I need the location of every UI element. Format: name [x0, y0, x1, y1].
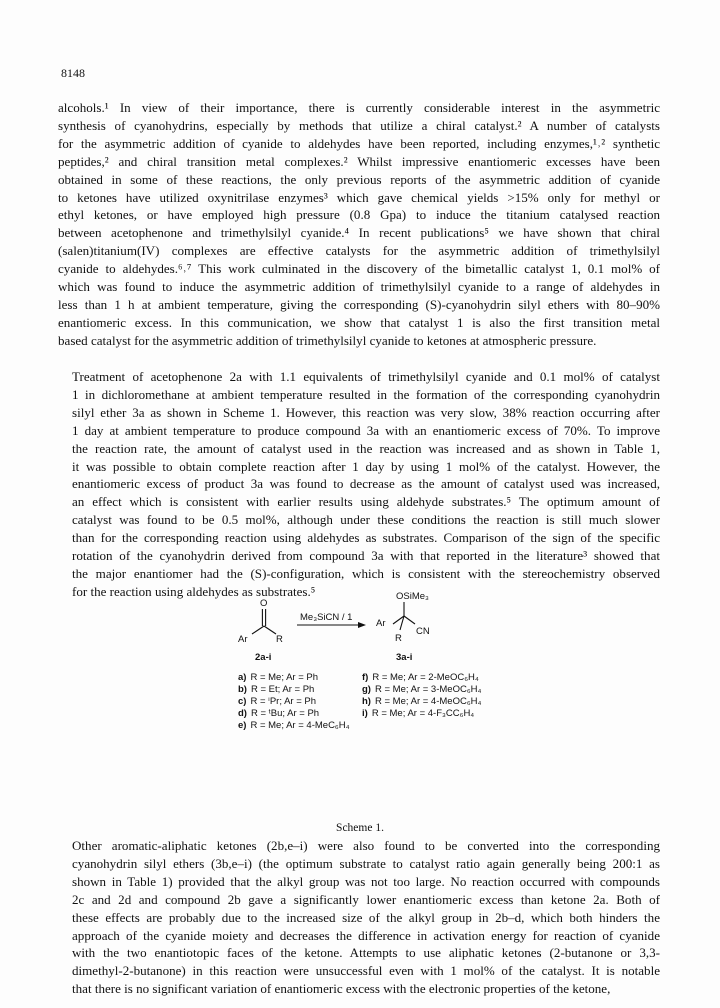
reagent-label: Me₃SiCN / 1 [300, 612, 353, 623]
text-line: shown in Table 1) provided that the alkyl group was not too large. No reaction occurred with compounds [72, 873, 660, 889]
text-line: cyanohydrin silyl ethers (3b,e–i) (the optimum substrate to catalyst ratio again generally being 200:1 as [72, 855, 660, 871]
product-structure [393, 602, 415, 630]
text-line: which was found to induce the asymmetric addition of trimethylsilyl cyanide to a range of aldehydes in [58, 279, 660, 295]
substituent-entry: c) R = ⁱPr; Ar = Ph [238, 696, 317, 707]
text-line: (salen)titanium(IV) complexes are effective catalysts for the asymmetric addition of trimethylsilyl [58, 243, 660, 259]
reactant-ar-label: Ar [238, 634, 248, 645]
product-r-label: R [395, 633, 402, 644]
text-line: 2c and 2d and compound 2b gave a significantly lower enantiomeric excess than ketone 2a. Both of [72, 891, 660, 907]
text-line: less than 1 h at ambient temperature, giving the corresponding (S)-cyanohydrin silyl ethers with 80–90% [58, 296, 660, 312]
reactant-r-label: R [276, 634, 283, 645]
substituent-entry: a) R = Me; Ar = Ph [238, 672, 319, 683]
text-line: cyanide to aldehydes.⁶˒⁷ This work culminated in the discovery of the bimetallic catalyst 1, 0.1 mol% of [58, 261, 660, 277]
text-line: synthesis of cyanohydrins, especially by methods that utilize a chiral catalyst.² A number of catalysts [58, 117, 660, 133]
substituent-entry: g) R = Me; Ar = 3-MeOC₆H₄ [362, 684, 482, 695]
product-osime3-label: OSiMe₃ [396, 591, 429, 602]
substituent-entry: e) R = Me; Ar = 4-MeC₆H₄ [238, 720, 350, 731]
text-line: an effect which is consistent with earlier results using aldehyde substrates.⁵ The optimum amount of [72, 494, 660, 510]
text-line: alcohols.¹ In view of their importance, there is currently considerable interest in the asymmetric [58, 100, 660, 115]
text-line: based catalyst for the asymmetric addition of trimethylsilyl cyanide to ketones at atmospheric pressure. [58, 332, 597, 348]
text-line: the reaction rate, the amount of catalyst used in the reaction was increased and as shown in Table 1, [72, 440, 660, 456]
substituent-entry: f) R = Me; Ar = 2-MeOC₆H₄ [362, 672, 479, 683]
text-line: obtained in some of these reactions, the only previous reports of the asymmetric addition of cyanide [58, 171, 660, 187]
text-line: approach of the cyanide moiety and decreases the difference in activation energy for reaction of cyanide [72, 927, 660, 943]
page-number: 8148 [61, 66, 85, 80]
text-line: enantiomeric excess. In this communication, we show that catalyst 1 is also the first transition metal [58, 314, 660, 330]
scheme-caption: Scheme 1. [336, 822, 384, 834]
scheme-1-figure [0, 590, 720, 820]
text-line: the major enantiomer had the (S)-configuration, which is consistent with the stereochemistry observed [72, 565, 660, 581]
reactant-structure [252, 609, 276, 634]
text-line: ethyl ketones, or have employed high pressure (0.8 Gpa) to induce the titanium catalysed reaction [58, 207, 660, 223]
text-line: Other aromatic-aliphatic ketones (2b,e–i) were also found to be converted into the corresponding [72, 838, 660, 853]
text-line: to ketones have utilized oxynitrilase enzymes³ which gave chemical yields >15% only for methyl or [58, 189, 660, 205]
text-line: 1 day at ambient temperature to produce compound 3a with an enantiomeric excess of 70%. To improve [72, 422, 660, 438]
text-line: silyl ether 3a as shown in Scheme 1. However, this reaction was very slow, 38% reaction occurring after [72, 404, 660, 420]
text-line: with the two enantiotopic faces of the ketone. Attempts to use aliphatic ketones (2-butanone or 3,3- [72, 945, 660, 961]
text-line: enantiomeric excess of product 3a was found to decrease as the amount of catalyst used was increased, [72, 476, 660, 492]
paragraph-other-ketones [58, 837, 660, 998]
substituent-entry: h) R = Me; Ar = 4-MeOC₆H₄ [362, 696, 482, 707]
product-compound-label: 3a-i [396, 652, 413, 663]
text-line: Treatment of acetophenone 2a with 1.1 equivalents of trimethylsilyl cyanide and 0.1 mol% of catalyst [72, 369, 660, 384]
paragraph-acetophenone [58, 368, 660, 601]
text-line: catalyst was found to be 0.5 mol%, although under these conditions the reaction is still much slower [72, 512, 660, 528]
paragraph-intro [58, 99, 660, 350]
text-line: that there is no significant variation of enantiomeric excess with the electronic properties of the ketone, [72, 981, 611, 997]
text-line: rotation of the cyanohydrin derived from compound 3a with that reported in the literature³ showed that [72, 548, 660, 564]
text-line: than for the corresponding reaction using aldehydes as substrates. Comparison of the sign of the specific [72, 530, 660, 546]
text-line: dimethyl-2-butanone) in this reaction were unsuccessful even with 1 mol% of the catalyst. It is notable [72, 963, 660, 979]
reactant-compound-label: 2a-i [255, 652, 272, 663]
reactant-oxygen-label: O [260, 598, 268, 609]
text-line: these effects are probably due to the increased size of the alkyl group in 2b–d, which both hinders the [72, 909, 660, 925]
substituent-entry: i) R = Me; Ar = 4-F₃CC₆H₄ [362, 708, 475, 719]
text-line: between acetophenone and trimethylsilyl cyanide.⁴ In recent publications⁵ we have shown that chiral [58, 225, 660, 241]
text-line: 1 in dichloromethane at ambient temperature resulted in the formation of the corresponding cyanohydrin [72, 386, 660, 402]
product-ar-label: Ar [376, 618, 386, 629]
text-line: it was possible to obtain complete reaction after 1 day by using 1 mol% of the catalyst. However, the [72, 458, 660, 474]
product-cn-label: CN [416, 626, 430, 637]
substituent-entry: d) R = ᵗBu; Ar = Ph [238, 708, 320, 719]
text-line: peptides,² and chiral transition metal complexes.² Whilst impressive enantiomeric excesses have been [58, 153, 660, 169]
text-line: for the asymmetric addition of cyanide to aldehydes have been reported, including enzymes,¹˒² synthetic [58, 135, 660, 151]
text-line: for the reaction using aldehydes as substrates.⁵ [72, 583, 316, 599]
substituent-entry: b) R = Et; Ar = Ph [238, 684, 315, 695]
